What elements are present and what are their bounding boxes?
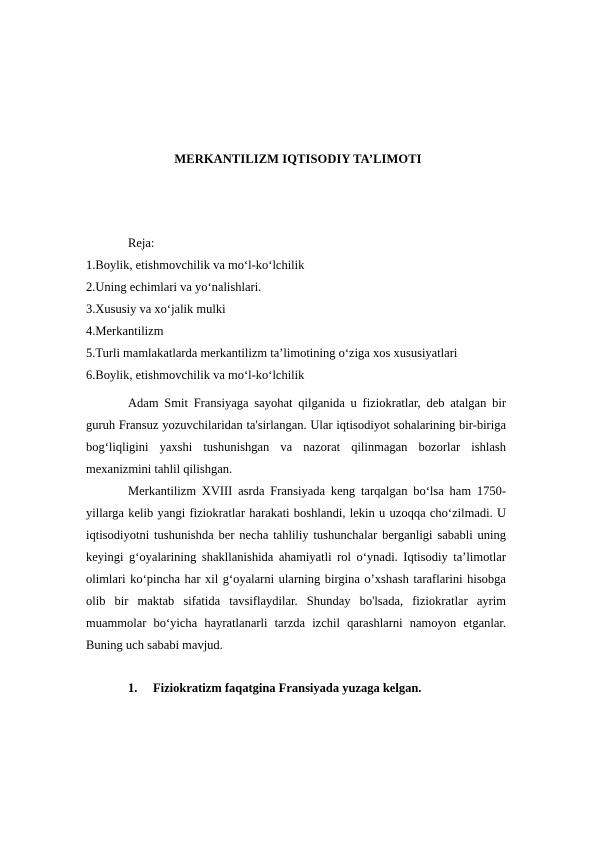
plan-item: 5.Turli mamlakatlarda merkantilizm ta’limotining o‘ziga xos xususiyatlari — [86, 346, 458, 360]
plan-item: 6.Boylik, etishmovchilik va mo‘l-ko‘lchilik — [86, 368, 305, 382]
numbered-point — [128, 677, 548, 699]
body-text — [86, 392, 506, 656]
plan-item: 1.Boylik, etishmovchilik va mo‘l-ko‘lchilik — [86, 258, 305, 272]
numbered-point-number: 1. — [128, 681, 138, 695]
document-title: MERKANTILIZM IQTISODIY TA’LIMOTI — [174, 152, 422, 166]
plan-heading: Reja: — [128, 236, 155, 250]
plan-section — [86, 232, 526, 386]
plan-item: 3.Xususiy va xo‘jalik mulki — [86, 302, 226, 316]
paragraph: Merkantilizm XVIII asrda Fransiyada keng tarqalgan bo‘lsa ham 1750-yillarga kelib yangi fiziokratlar harakati boshlandi, lekin u uzoqqa cho‘zilmadi. U iqtisodiyotni tushunishda ber necha tahliliy tushunchalar berganligi sababli uning keyingi g‘oyalarining shakllanishida ahamiyatli rol o‘ynadi. Iqtisodiy ta’limotlar olimlari ko‘pincha har xil g‘oyalarni ularning birgina o’xshash taraflarini hisobga olib bir maktab sifatida tavsiflaydilar. Shunday bo'lsada, fiziokratlar ayrim muammolar bo‘yicha hayratlanarli tarzda izchil qarashlarni namoyon etganlar. Buning uch sababi mavjud. — [86, 484, 506, 652]
paragraph: Adam Smit Fransiyaga sayohat qilganida u fiziokratlar, deb atalgan bir guruh Fransuz yozuvchilaridan ta'sirlangan. Ular iqtisodiyot sohalarining bir-biriga bog‘liqligini yaxshi tushunishgan va nazorat qilinmagan bozorlar ishlash mexanizmini tahlil qilishgan. — [86, 396, 506, 476]
numbered-point-text: Fiziokratizm faqatgina Fransiyada yuzaga kelgan. — [153, 681, 422, 695]
plan-item: 2.Uning echimlari va yo‘nalishlari. — [86, 280, 262, 294]
plan-item: 4.Merkantilizm — [86, 324, 164, 338]
